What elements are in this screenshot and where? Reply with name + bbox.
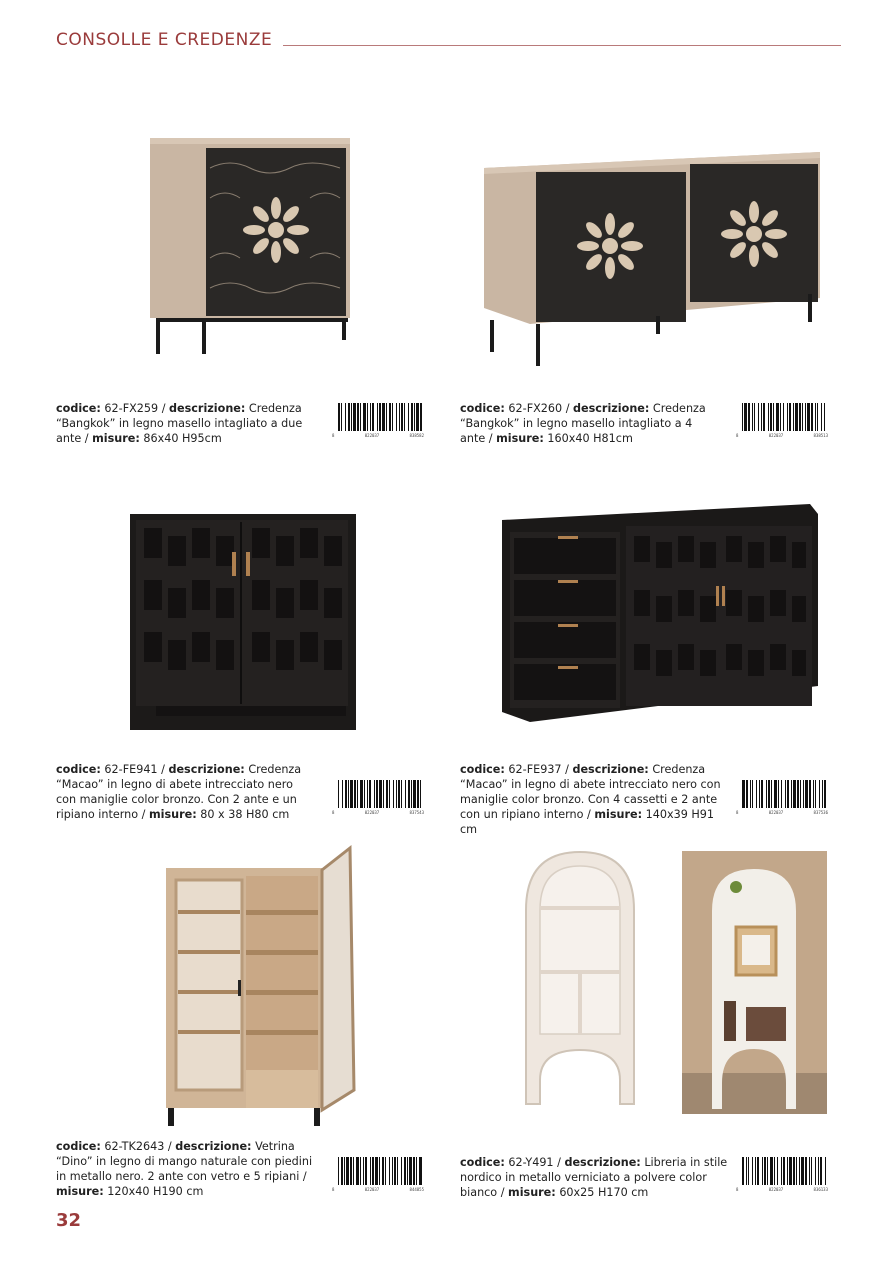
barcode-bar bbox=[401, 1157, 402, 1185]
barcode-bar bbox=[770, 1157, 773, 1185]
measures-label: misure: bbox=[56, 1185, 104, 1198]
barcode-digits bbox=[332, 1187, 424, 1192]
barcode-bar bbox=[756, 780, 757, 808]
barcode-digit-group: 8 bbox=[332, 1187, 335, 1192]
barcode-bar bbox=[762, 1157, 763, 1185]
barcode-bar bbox=[793, 403, 794, 431]
barcode-bar bbox=[411, 780, 412, 808]
barcode-bar bbox=[815, 780, 816, 808]
barcode-bar bbox=[357, 780, 358, 808]
barcode-bar bbox=[825, 1157, 826, 1185]
barcode-bar bbox=[379, 403, 381, 431]
barcode-digit-group: 8 bbox=[736, 1187, 739, 1192]
barcode-bar bbox=[365, 1157, 367, 1185]
product-image-fe937 bbox=[480, 480, 840, 740]
barcode-bar bbox=[370, 1157, 371, 1185]
barcode-bar bbox=[338, 780, 339, 808]
product-code: 62-Y491 bbox=[508, 1156, 554, 1169]
barcode-bar bbox=[414, 403, 415, 431]
barcode-bar bbox=[413, 1157, 415, 1185]
barcode-bar bbox=[386, 780, 388, 808]
barcode-bar bbox=[774, 1157, 775, 1185]
description-label: descrizione: bbox=[175, 1140, 252, 1153]
code-label: codice: bbox=[56, 402, 101, 415]
barcode-bar bbox=[356, 1157, 359, 1185]
barcode-bar bbox=[345, 403, 346, 431]
barcode-bar bbox=[396, 780, 397, 808]
product-description-y491: codice: 62-Y491 / descrizione: Libreria in stile nordico in metallo verniciato a polvere color bianco / misure: 60x25 H170 cm bbox=[460, 1156, 728, 1199]
barcode-bars bbox=[332, 403, 424, 433]
barcode-bar bbox=[346, 1157, 349, 1185]
barcode-bar bbox=[377, 403, 378, 431]
barcode-bar bbox=[793, 1157, 795, 1185]
barcode-bar bbox=[777, 1157, 778, 1185]
barcode-bar bbox=[363, 1157, 364, 1185]
barcode-bar bbox=[773, 403, 774, 431]
barcode-digit-group: 8 bbox=[736, 810, 739, 815]
description-text: Credenza bbox=[652, 402, 706, 415]
barcode-bar bbox=[815, 1157, 816, 1185]
description-text: con maniglie color bronzo. Con 2 ante e un bbox=[56, 793, 297, 806]
barcode-bar bbox=[364, 780, 365, 808]
barcode-bar bbox=[789, 403, 791, 431]
barcode-bar bbox=[382, 403, 385, 431]
product-code: 62-FX260 bbox=[508, 402, 563, 415]
barcode-bar bbox=[767, 1157, 768, 1185]
barcode-digits bbox=[736, 433, 828, 438]
barcode-bar bbox=[367, 403, 368, 431]
description-text: Credenza bbox=[248, 402, 302, 415]
barcode-bar bbox=[351, 403, 352, 431]
barcode-bar bbox=[805, 780, 808, 808]
barcode-bar bbox=[397, 1157, 398, 1185]
barcode-digit-group: 022037 bbox=[364, 1187, 380, 1192]
barcode-bar bbox=[372, 403, 374, 431]
barcode-digit-group: 836133 bbox=[813, 1187, 828, 1192]
barcode-bar bbox=[420, 780, 421, 808]
barcode-digit-group: 838582 bbox=[409, 433, 424, 438]
barcode-bar bbox=[809, 780, 811, 808]
barcode-bar bbox=[399, 403, 400, 431]
barcode-digit-group: 022037 bbox=[768, 810, 784, 815]
measures-label: misure: bbox=[92, 432, 140, 445]
barcode-digit-group: 837543 bbox=[409, 810, 424, 815]
product-measures: 80 x 38 H80 cm bbox=[200, 808, 290, 821]
product-code: 62-FE941 bbox=[104, 763, 158, 776]
barcode-bar bbox=[761, 780, 763, 808]
barcode-bar bbox=[338, 1157, 339, 1185]
barcode-digit-group: 022037 bbox=[768, 1187, 784, 1192]
barcode-bar bbox=[353, 1157, 354, 1185]
barcode-bar bbox=[417, 780, 419, 808]
barcode-bar bbox=[401, 780, 402, 808]
product-measures: 160x40 H81cm bbox=[547, 432, 633, 445]
barcode-bar bbox=[416, 1157, 417, 1185]
product-image-fe941 bbox=[92, 470, 392, 750]
description-text: ripiano interno / bbox=[56, 808, 146, 821]
barcode-bar bbox=[746, 780, 748, 808]
barcode-bar bbox=[755, 1157, 756, 1185]
description-text: maniglie color bronzo. Con 4 cassetti e 2 ante bbox=[460, 793, 718, 806]
barcode-digits bbox=[736, 810, 828, 815]
barcode-bar bbox=[420, 403, 422, 431]
description-text: “Macao” in legno di abete intrecciato nero bbox=[56, 778, 293, 791]
barcode-bar bbox=[363, 403, 366, 431]
barcode bbox=[332, 1157, 424, 1197]
barcode-bar bbox=[781, 780, 782, 808]
barcode-bar bbox=[376, 780, 378, 808]
description-label: descrizione: bbox=[169, 402, 246, 415]
description-label: descrizione: bbox=[168, 763, 245, 776]
barcode-bar bbox=[799, 1157, 800, 1185]
barcode-bar bbox=[752, 403, 753, 431]
barcode-bar bbox=[750, 780, 751, 808]
barcode-bars bbox=[736, 1157, 828, 1187]
barcode-bar bbox=[405, 780, 406, 808]
barcode-bar bbox=[369, 780, 371, 808]
barcode-bar bbox=[408, 780, 410, 808]
barcode-digits bbox=[332, 810, 424, 815]
product-description-fe937: codice: 62-FE937 / descrizione: Credenza “Macao” in legno di abete intrecciato nero con maniglie color bronzo. Con 4 cassetti e 2 ante con un ripiano interno / misure: 140x39 H91 cm bbox=[460, 763, 721, 836]
barcode-bar bbox=[404, 403, 405, 431]
barcode-bar bbox=[800, 780, 801, 808]
product-measures: 120x40 H190 cm bbox=[107, 1185, 204, 1198]
barcode-bar bbox=[780, 403, 781, 431]
barcode-bar bbox=[811, 1157, 812, 1185]
barcode bbox=[736, 1157, 828, 1197]
code-label: codice: bbox=[460, 763, 505, 776]
barcode-bar bbox=[344, 1157, 345, 1185]
barcode-digit-group: 838513 bbox=[813, 433, 828, 438]
barcode-bar bbox=[360, 780, 363, 808]
barcode-bar bbox=[752, 780, 753, 808]
product-image-fx259 bbox=[130, 118, 370, 368]
barcode-bar bbox=[783, 1157, 785, 1185]
product-description-fx260: codice: 62-FX260 / descrizione: Credenza “Bangkok” in legno masello intagliato a 4 ante / misure: 160x40 H81cm bbox=[460, 402, 706, 445]
barcode-digit-group: 8 bbox=[332, 433, 335, 438]
barcode-bar bbox=[799, 403, 801, 431]
barcode-bar bbox=[401, 403, 403, 431]
barcode-bar bbox=[419, 1157, 422, 1185]
barcode-digit-group: 022037 bbox=[364, 810, 380, 815]
description-text: bianco / bbox=[460, 1186, 505, 1199]
barcode-bar bbox=[787, 1157, 788, 1185]
barcode-bar bbox=[396, 403, 397, 431]
barcode-bar bbox=[348, 403, 350, 431]
description-text: “Bangkok” in legno masello intagliato a due bbox=[56, 417, 303, 430]
barcode-bar bbox=[408, 403, 409, 431]
barcode-bar bbox=[393, 780, 394, 808]
section-title: CONSOLLE E CREDENZE bbox=[56, 30, 273, 50]
barcode-bar bbox=[341, 403, 342, 431]
barcode-bar bbox=[348, 780, 349, 808]
barcode-bar bbox=[404, 1157, 406, 1185]
barcode-bar bbox=[370, 403, 371, 431]
barcode-bar bbox=[338, 403, 340, 431]
barcode-bar bbox=[793, 780, 796, 808]
barcode-bar bbox=[383, 780, 384, 808]
product-measures: 86x40 H95cm bbox=[143, 432, 222, 445]
barcode-bar bbox=[413, 780, 416, 808]
barcode-digits bbox=[736, 1187, 828, 1192]
barcode-digit-group: 022037 bbox=[768, 433, 784, 438]
barcode-bar bbox=[752, 1157, 753, 1185]
barcode-bar bbox=[815, 403, 816, 431]
description-label: descrizione: bbox=[564, 1156, 641, 1169]
barcode-bar bbox=[781, 1157, 782, 1185]
description-text: ante / bbox=[56, 432, 89, 445]
code-label: codice: bbox=[460, 402, 505, 415]
barcode-bar bbox=[742, 780, 745, 808]
barcode-bar bbox=[744, 403, 747, 431]
barcode-bar bbox=[809, 1157, 810, 1185]
code-label: codice: bbox=[56, 1140, 101, 1153]
barcode-bar bbox=[821, 403, 822, 431]
page-number: 32 bbox=[56, 1210, 82, 1231]
barcode-bar bbox=[357, 403, 359, 431]
barcode-bar bbox=[353, 403, 356, 431]
barcode-bar bbox=[820, 1157, 822, 1185]
description-text: in metallo nero. 2 ante con vetro e 5 ripiani / bbox=[56, 1170, 307, 1183]
barcode-bar bbox=[763, 403, 765, 431]
barcode-bar bbox=[748, 1157, 749, 1185]
barcode-bar bbox=[764, 1157, 766, 1185]
description-text: “Macao” in legno di abete intrecciato nero con bbox=[460, 778, 721, 791]
barcode-bar bbox=[379, 1157, 380, 1185]
barcode-bar bbox=[416, 403, 419, 431]
product-code: 62-TK2643 bbox=[104, 1140, 165, 1153]
barcode-bar bbox=[776, 403, 779, 431]
barcode-bar bbox=[360, 403, 361, 431]
barcode-bar bbox=[768, 780, 770, 808]
description-text: “Dino” in legno di mango naturale con piedini bbox=[56, 1155, 313, 1168]
description-label: descrizione: bbox=[573, 402, 650, 415]
barcode-bar bbox=[768, 403, 769, 431]
barcode-bar bbox=[789, 1157, 792, 1185]
barcode-bar bbox=[803, 780, 804, 808]
barcode-bars bbox=[736, 780, 828, 810]
description-text: nordico in metallo verniciato a polvere color bbox=[460, 1171, 707, 1184]
description-text: con un ripiano interno / bbox=[460, 808, 591, 821]
barcode-bar bbox=[389, 780, 390, 808]
product-image-tk2643 bbox=[150, 840, 370, 1130]
barcode-bar bbox=[787, 403, 788, 431]
description-text: “Bangkok” in legno masello intagliato a 4 bbox=[460, 417, 693, 430]
measures-label: misure: bbox=[508, 1186, 556, 1199]
product-code: 62-FE937 bbox=[508, 763, 562, 776]
barcode-digit-group: 844855 bbox=[409, 1187, 424, 1192]
barcode-bar bbox=[818, 1157, 819, 1185]
barcode-bar bbox=[386, 403, 387, 431]
description-text: ante / bbox=[460, 432, 493, 445]
barcode-bar bbox=[379, 780, 382, 808]
barcode-bar bbox=[374, 780, 375, 808]
barcode-digit-group: 8 bbox=[332, 810, 335, 815]
product-code: 62-FX259 bbox=[104, 402, 159, 415]
barcode-bar bbox=[813, 780, 814, 808]
measures-label: misure: bbox=[496, 432, 544, 445]
barcode-bar bbox=[389, 403, 391, 431]
barcode-bar bbox=[824, 403, 825, 431]
barcode-bar bbox=[748, 403, 750, 431]
barcode-bar bbox=[774, 780, 777, 808]
product-measures: 140x39 H91 cm bbox=[460, 808, 715, 836]
barcode-bar bbox=[795, 403, 798, 431]
barcode-bar bbox=[796, 1157, 797, 1185]
measures-label: misure: bbox=[148, 808, 197, 821]
barcode-bar bbox=[746, 1157, 747, 1185]
title-rule bbox=[283, 45, 841, 46]
barcode-bar bbox=[771, 780, 772, 808]
code-label: codice: bbox=[56, 763, 101, 776]
product-image-y491 bbox=[500, 840, 670, 1130]
barcode-digits bbox=[332, 433, 424, 438]
barcode-bar bbox=[350, 1157, 352, 1185]
barcode-bar bbox=[394, 1157, 396, 1185]
barcode-bar bbox=[811, 403, 813, 431]
product-image-fx260 bbox=[460, 88, 840, 368]
barcode-digit-group: 8 bbox=[736, 433, 739, 438]
barcode-bar bbox=[389, 1157, 390, 1185]
barcode-bar bbox=[372, 1157, 374, 1185]
barcode bbox=[736, 403, 828, 443]
barcode-bar bbox=[411, 403, 413, 431]
barcode-bar bbox=[345, 780, 347, 808]
barcode-bar bbox=[392, 1157, 393, 1185]
barcode-bar bbox=[742, 403, 743, 431]
barcode-bar bbox=[341, 1157, 343, 1185]
barcode-bar bbox=[398, 780, 400, 808]
barcode-bar bbox=[758, 403, 759, 431]
product-photo-y491-room bbox=[682, 851, 827, 1114]
barcode-bar bbox=[802, 403, 803, 431]
product-description-tk2643: codice: 62-TK2643 / descrizione: Vetrina “Dino” in legno di mango naturale con piedini in metallo nero. 2 ante con vetro e 5 ripiani / misure: 120x40 H190 cm bbox=[56, 1140, 313, 1198]
barcode-bar bbox=[409, 1157, 412, 1185]
description-text: Credenza bbox=[652, 763, 706, 776]
product-description-fe941: codice: 62-FE941 / descrizione: Credenza “Macao” in legno di abete intrecciato nero con maniglie color bronzo. Con 2 ante e un ripiano interno / misure: 80 x 38 H80 cm bbox=[56, 763, 302, 821]
barcode-bar bbox=[778, 780, 779, 808]
barcode-bars bbox=[332, 780, 424, 810]
barcode-bar bbox=[807, 403, 810, 431]
barcode-bar bbox=[382, 1157, 384, 1185]
description-text: Credenza bbox=[248, 763, 302, 776]
barcode bbox=[736, 780, 828, 820]
barcode-bar bbox=[392, 403, 393, 431]
barcode-bar bbox=[350, 780, 353, 808]
barcode-bar bbox=[757, 1157, 759, 1185]
measures-label: misure: bbox=[594, 808, 643, 821]
barcode-bar bbox=[742, 1157, 744, 1185]
barcode-bar bbox=[797, 780, 799, 808]
barcode-bar bbox=[407, 1157, 408, 1185]
barcode-bar bbox=[819, 780, 820, 808]
barcode-bars bbox=[332, 1157, 424, 1187]
barcode-bar bbox=[787, 780, 789, 808]
barcode-bar bbox=[824, 780, 826, 808]
barcode-bar bbox=[805, 1157, 807, 1185]
barcode-bar bbox=[783, 403, 784, 431]
barcode-digit-group: 837536 bbox=[813, 810, 828, 815]
barcode-bar bbox=[354, 780, 356, 808]
description-label: descrizione: bbox=[572, 763, 649, 776]
barcode-bar bbox=[805, 403, 806, 431]
barcode-bar bbox=[801, 1157, 804, 1185]
barcode-bar bbox=[367, 780, 368, 808]
product-measures: 60x25 H170 cm bbox=[559, 1186, 649, 1199]
barcode-bar bbox=[817, 403, 818, 431]
barcode-bar bbox=[375, 1157, 378, 1185]
barcode-bar bbox=[766, 780, 767, 808]
barcode-bar bbox=[759, 780, 760, 808]
code-label: codice: bbox=[460, 1156, 505, 1169]
barcode bbox=[332, 780, 424, 820]
barcode-bar bbox=[791, 780, 792, 808]
barcode-bar bbox=[785, 780, 786, 808]
product-description-fx259: codice: 62-FX259 / descrizione: Credenza “Bangkok” in legno masello intagliato a due ante / misure: 86x40 H95cm bbox=[56, 402, 303, 445]
description-text: Libreria in stile bbox=[644, 1156, 728, 1169]
barcode-digit-group: 022037 bbox=[364, 433, 380, 438]
barcode-bar bbox=[385, 1157, 386, 1185]
barcode-bar bbox=[822, 780, 823, 808]
barcode-bar bbox=[342, 780, 343, 808]
barcode-bars bbox=[736, 403, 828, 433]
barcode-bar bbox=[761, 403, 762, 431]
barcode-bar bbox=[360, 1157, 361, 1185]
description-text: Vetrina bbox=[255, 1140, 295, 1153]
barcode-bar bbox=[754, 403, 755, 431]
barcode bbox=[332, 403, 424, 443]
barcode-bar bbox=[770, 403, 772, 431]
